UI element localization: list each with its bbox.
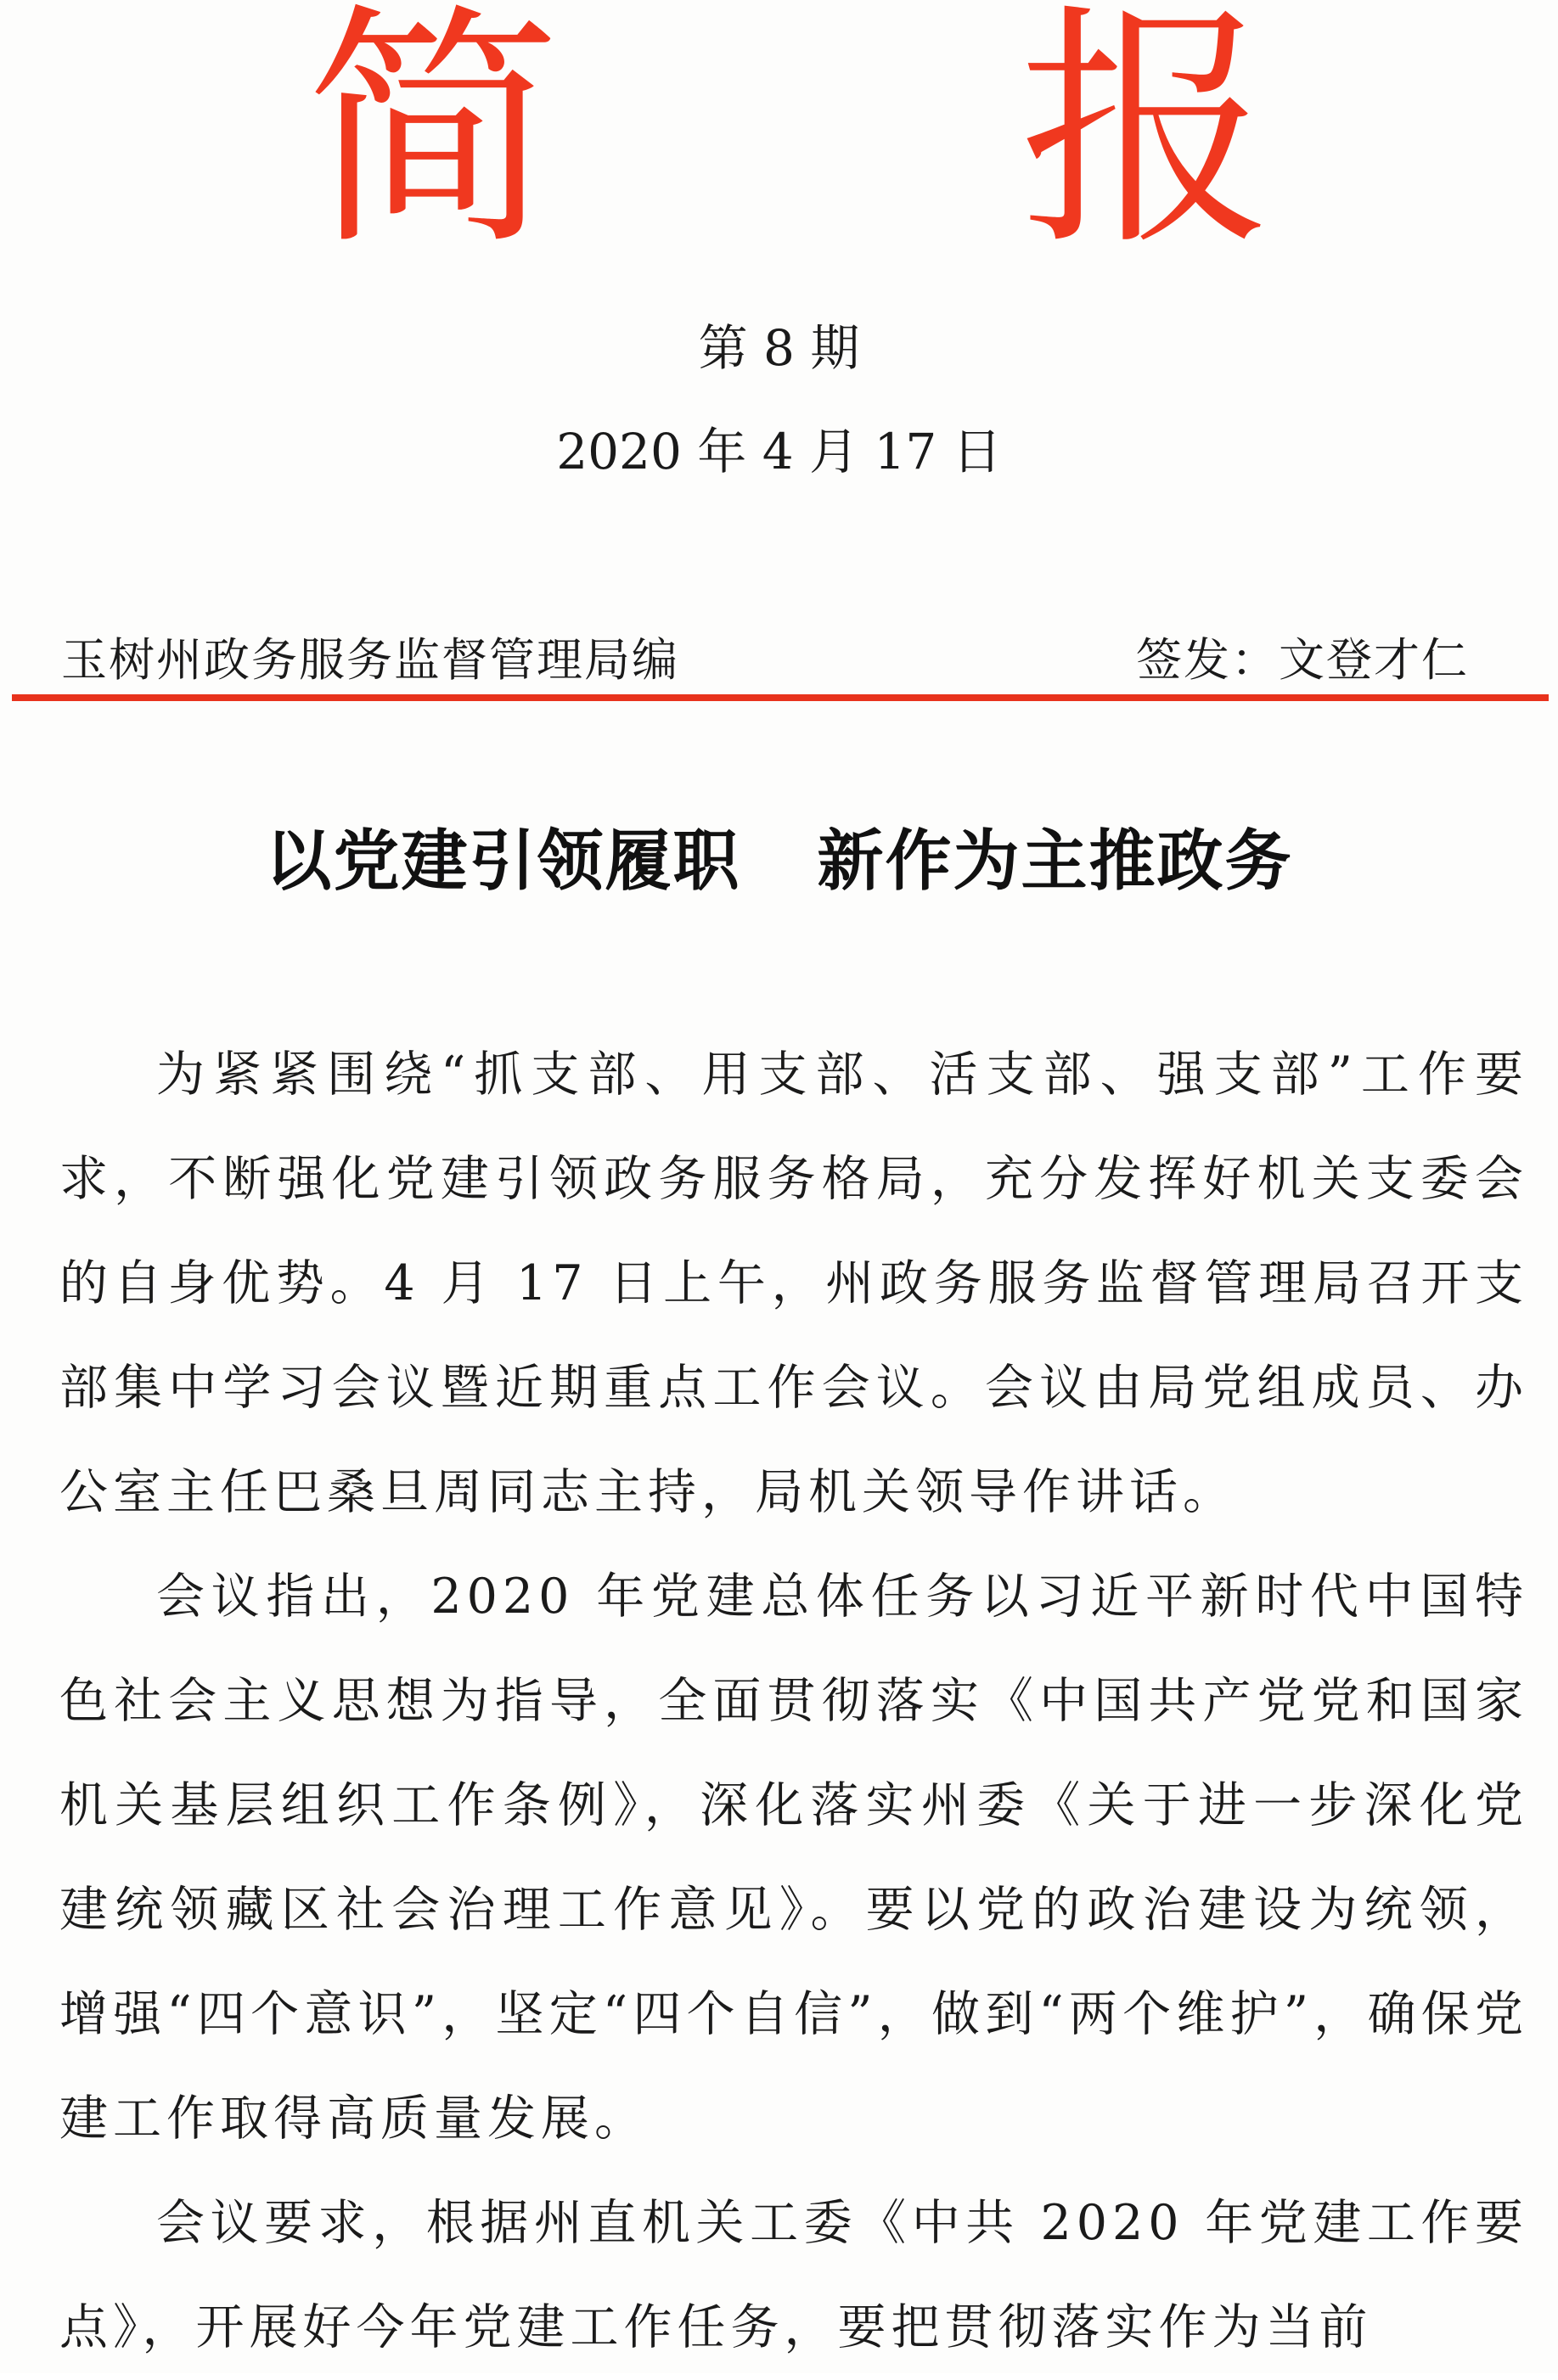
- issue-number: 第 8 期: [698, 319, 860, 377]
- red-divider-line: [12, 694, 1549, 701]
- paragraph-2: 会议指出，2020 年党建总体任务以习近平新时代中国特色社会主义思想为指导，全面贯彻落实《中国共产党党和国家机关基层组织工作条例》，深化落实州委《关于进一步深化党建统领藏区社会治理工作意见》。要以党的政治建设为统领，增强“四个意识”，坚定“四个自信”，做到“两个维护”，确保党建工作取得高质量发展。: [59, 1569, 1528, 2147]
- issue-date: 2020 年 4 月 17 日: [556, 423, 1002, 480]
- masthead-char-bao: 报: [1019, 0, 1274, 279]
- signatory-label: 签发：文登才仁: [1136, 633, 1469, 687]
- editor-row: [51, 626, 1511, 694]
- paragraph-3: 会议要求，根据州直机关工委《中共 2020 年党建工作要点》，开展好今年党建工作任务，要把贯彻落实作为当前: [59, 2195, 1528, 2355]
- masthead-char-jian: 简: [306, 0, 560, 279]
- paragraph-1: 为紧紧围绕“抓支部、用支部、活支部、强支部”工作要求，不断强化党建引领政务服务格局，充分发挥好机关支委会的自身优势。4 月 17 日上午，州政务服务监督管理局召开支部集中学习会议暨近期重点工作会议。会议由局党组成员、办公室主任巴桑旦周同志主持，局机关领导作讲话。: [59, 1047, 1528, 1520]
- article-body: [59, 1023, 1528, 2380]
- article-title: [0, 815, 1558, 908]
- masthead: [0, 0, 1558, 280]
- editor-label: 玉树州政务服务监督管理局编: [61, 633, 679, 687]
- article-title-part2: 新作为主推政务: [817, 823, 1293, 900]
- article-title-part1: 以党建引领履职: [265, 823, 741, 900]
